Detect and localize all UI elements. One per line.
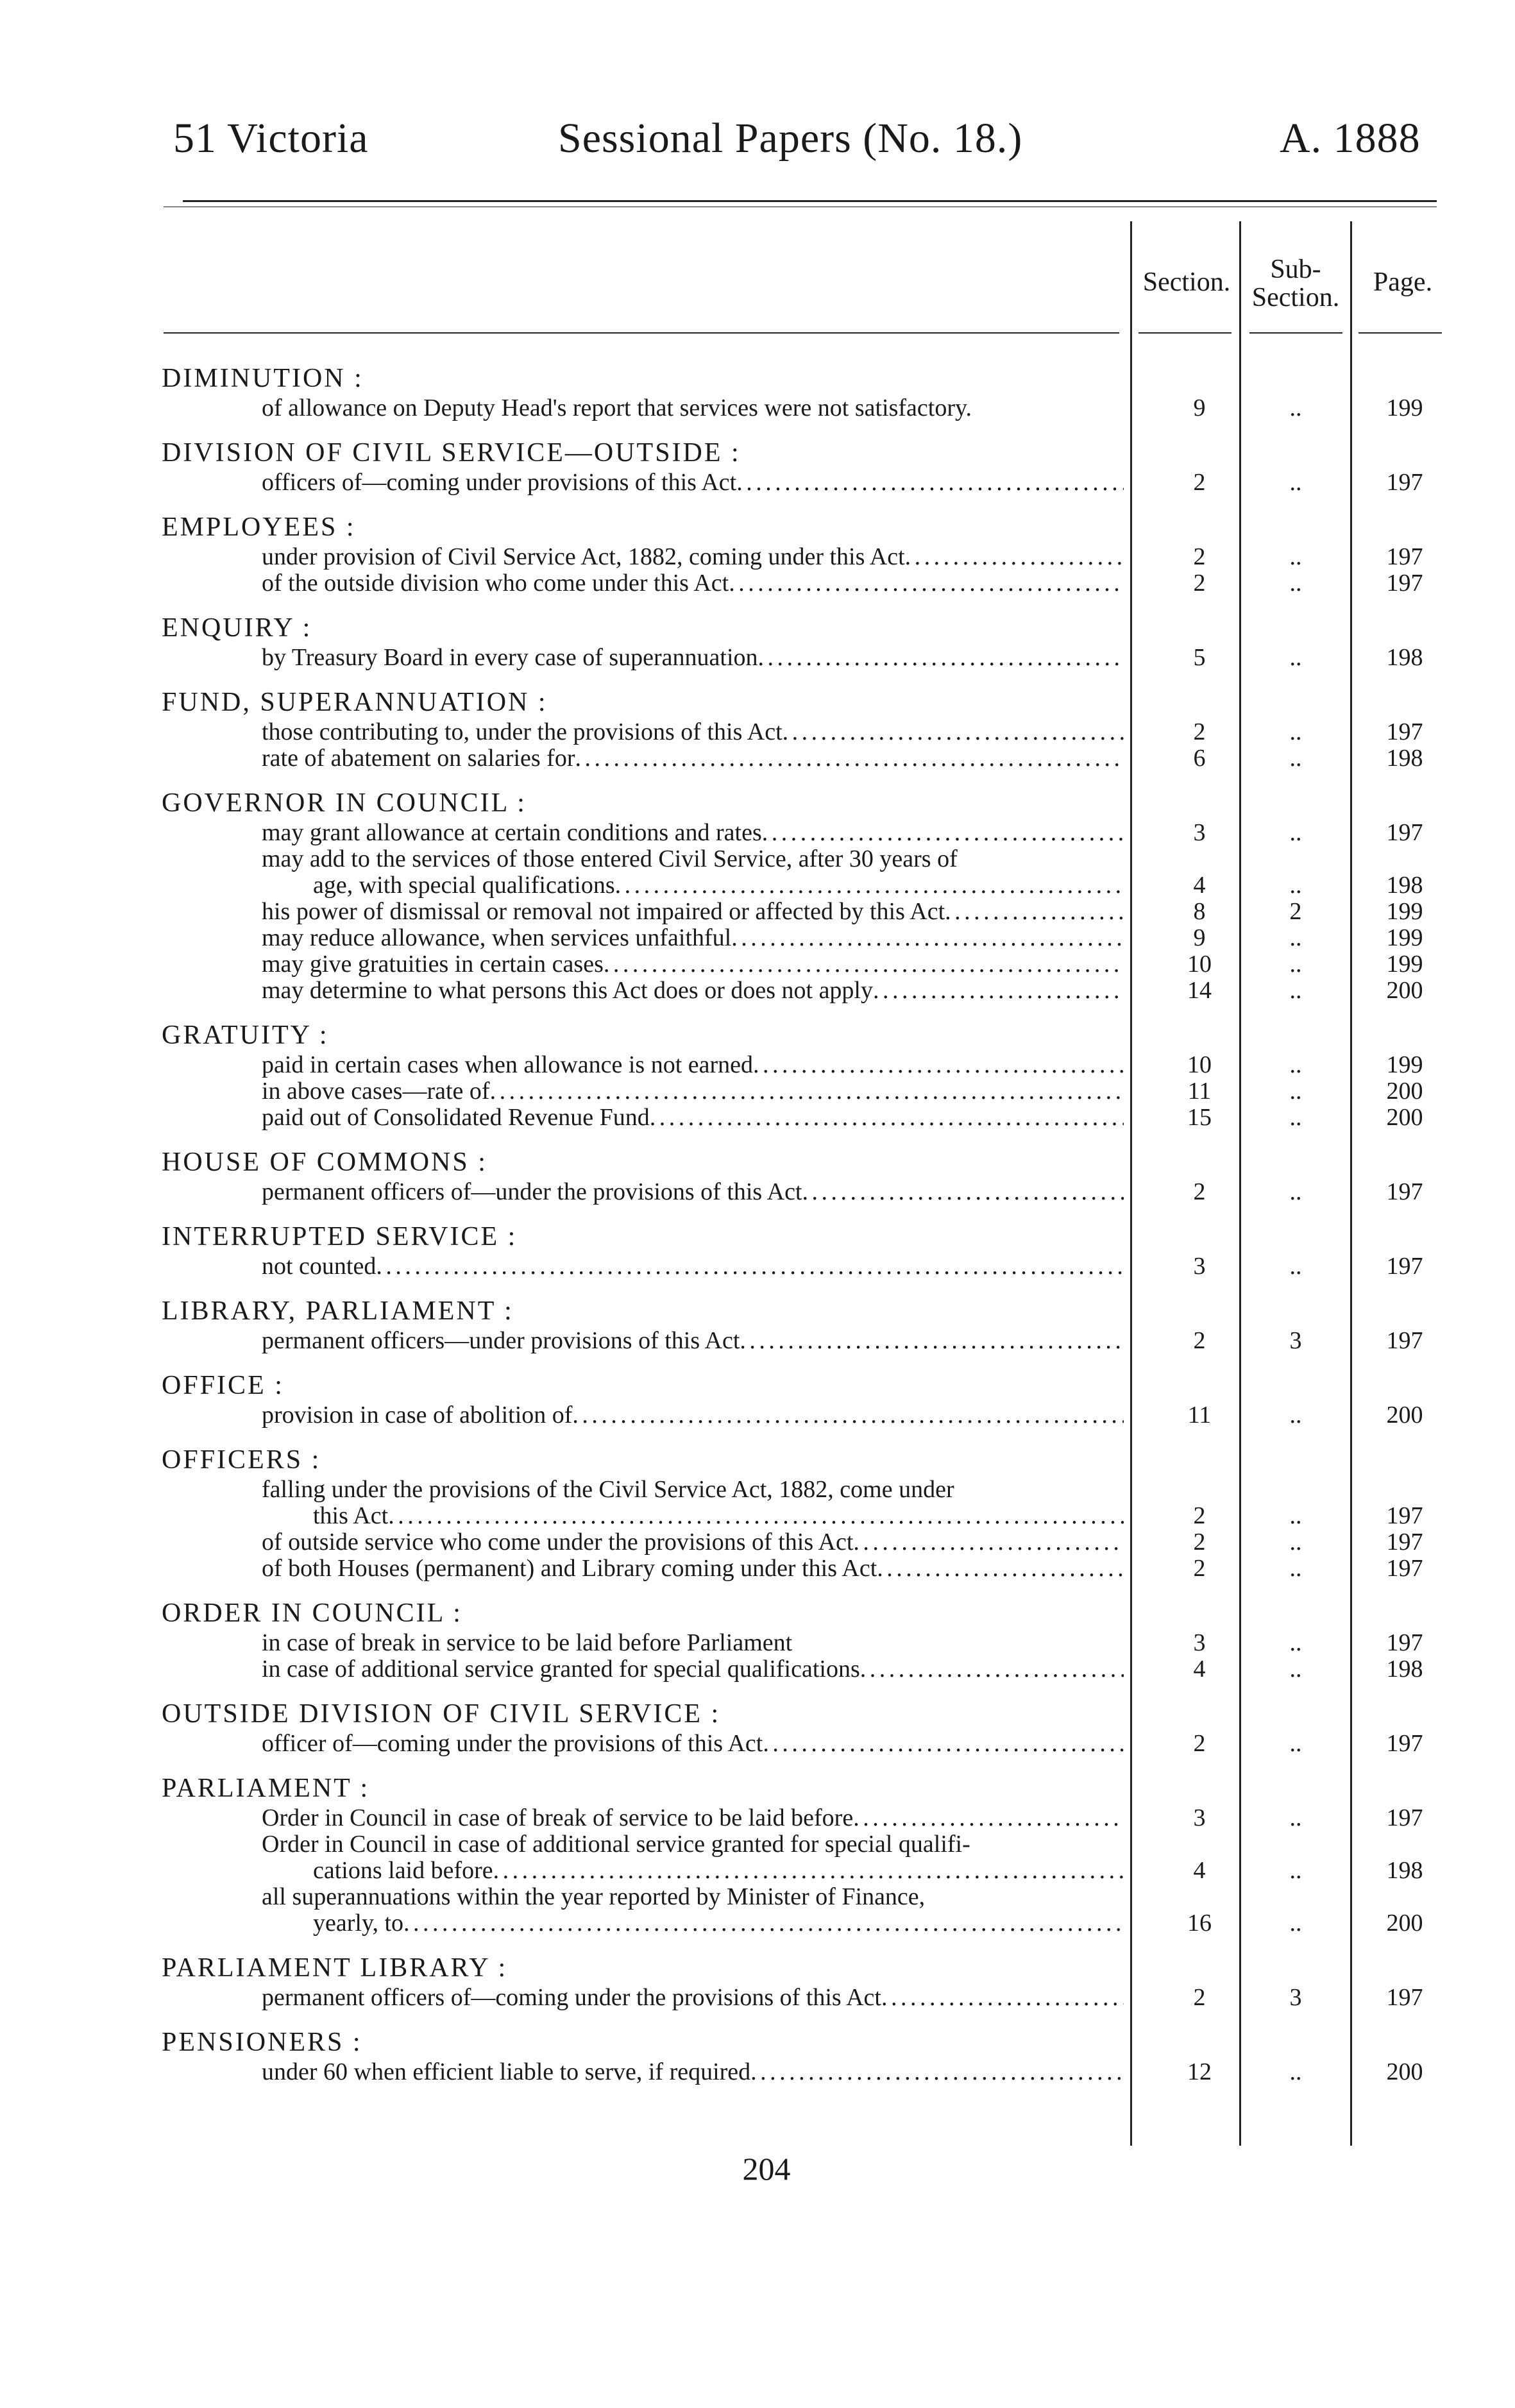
column-header-page: Page.: [1373, 267, 1433, 297]
subsection-number: 2: [1289, 898, 1302, 925]
entry-subline: [262, 820, 1124, 845]
subsection-number: ..: [1289, 872, 1302, 899]
page-reference: 198: [1386, 745, 1423, 772]
running-header-center: Sessional Papers (No. 18.): [558, 115, 1023, 162]
entry-subline-text: in case of additional service granted for special qualifications: [262, 1656, 860, 1682]
running-header-left: 51 Victoria: [173, 115, 369, 162]
entry-subline: [313, 1910, 1124, 1936]
page-reference: 200: [1386, 1104, 1423, 1131]
subsection-number: ..: [1289, 543, 1302, 570]
section-number: 2: [1193, 1555, 1206, 1582]
entry-heading: LIBRARY, PARLIAMENT :: [162, 1296, 514, 1326]
dot-leader: [376, 1253, 1124, 1279]
dot-leader: [731, 925, 1124, 951]
entry-subline: [262, 1402, 1124, 1428]
page-reference: 199: [1386, 1051, 1423, 1078]
entry-subline: [262, 1477, 1124, 1502]
entry-subline-text: under 60 when efficient liable to serve, if required: [262, 2059, 751, 2085]
section-number: 14: [1187, 977, 1212, 1004]
entry-subline: [262, 645, 1124, 670]
dot-leader: [729, 570, 1124, 596]
section-number: 2: [1193, 1529, 1206, 1556]
dot-leader: [572, 1402, 1124, 1428]
entry-subline-text: officer of—coming under the provisions of this Act: [262, 1731, 763, 1756]
entry-subline-text: permanent officers of—under the provisions of this Act: [262, 1179, 802, 1205]
page-reference: 199: [1386, 924, 1423, 951]
page-reference: 197: [1386, 1529, 1423, 1556]
subsection-number: ..: [1289, 745, 1302, 772]
entry-subline-text: may determine to what persons this Act does or does not apply: [262, 978, 873, 1003]
subsection-number: ..: [1289, 394, 1302, 421]
page-reference: 200: [1386, 1402, 1423, 1429]
dot-leader: [802, 1179, 1124, 1205]
section-number: 2: [1193, 718, 1206, 745]
section-number: 8: [1193, 898, 1206, 925]
entry-subline-text: Order in Council in case of break of service to be laid before: [262, 1805, 854, 1831]
page-reference: 200: [1386, 1078, 1423, 1105]
page-reference: 197: [1386, 1804, 1423, 1831]
page-reference: 197: [1386, 819, 1423, 846]
page-reference: 197: [1386, 1730, 1423, 1757]
subsection-number: ..: [1289, 977, 1302, 1004]
entry-heading: PENSIONERS :: [162, 2028, 362, 2057]
section-number: 6: [1193, 745, 1206, 772]
entry-heading: OFFICE :: [162, 1371, 284, 1400]
entry-subline: [262, 846, 1124, 872]
section-number: 2: [1193, 469, 1206, 496]
subsection-number: ..: [1289, 1253, 1302, 1280]
subsection-number: ..: [1289, 1910, 1302, 1937]
page-reference: 199: [1386, 394, 1423, 421]
subsection-number: ..: [1289, 1402, 1302, 1429]
section-number: 3: [1193, 1629, 1206, 1656]
subsection-number: ..: [1289, 1104, 1302, 1131]
dot-leader: [763, 1731, 1124, 1756]
entry-subline: [262, 745, 1124, 771]
section-number: 4: [1193, 1656, 1206, 1683]
section-number: 2: [1193, 1178, 1206, 1205]
subsection-number: ..: [1289, 1529, 1302, 1556]
dot-leader: [853, 1805, 1124, 1831]
subsection-number: ..: [1289, 1857, 1302, 1884]
section-number: 10: [1187, 1051, 1212, 1078]
section-number: 2: [1193, 543, 1206, 570]
dot-leader: [403, 1910, 1124, 1936]
subsection-number: ..: [1289, 2058, 1302, 2085]
subsection-number: ..: [1289, 951, 1302, 978]
entry-subline: [262, 1831, 1124, 1857]
dot-leader: [615, 872, 1124, 898]
entry-subline-text: all superannuations within the year reported by Minister of Finance,: [262, 1884, 926, 1910]
dot-leader: [650, 1105, 1124, 1130]
entry-subline: [262, 719, 1124, 745]
entry-subline: [262, 570, 1124, 596]
running-header-right: A. 1888: [1280, 115, 1421, 162]
entry-subline: [262, 470, 1124, 495]
dot-leader: [881, 1985, 1124, 2010]
section-number: 2: [1193, 1327, 1206, 1354]
section-number: 4: [1193, 872, 1206, 899]
dot-leader: [604, 951, 1124, 977]
dot-leader: [750, 2059, 1124, 2085]
subsection-number: ..: [1289, 924, 1302, 951]
section-number: 16: [1187, 1910, 1212, 1937]
subsection-number: 3: [1289, 1984, 1302, 2011]
section-number: 3: [1193, 819, 1206, 846]
dot-leader: [758, 645, 1124, 670]
entry-subline-text: of allowance on Deputy Head's report that services were not satisfactory.: [262, 395, 972, 421]
entry-subline: [262, 1805, 1124, 1831]
page-reference: 198: [1386, 1857, 1423, 1884]
subsection-number: ..: [1289, 1078, 1302, 1105]
subsection-number: ..: [1289, 819, 1302, 846]
entry-subline: [262, 1078, 1124, 1104]
entry-heading: GRATUITY :: [162, 1021, 329, 1050]
entry-subline-text: rate of abatement on salaries for: [262, 745, 575, 771]
section-number: 2: [1193, 1730, 1206, 1757]
entry-heading: PARLIAMENT LIBRARY :: [162, 1953, 508, 1983]
subsection-number: ..: [1289, 570, 1302, 597]
entry-subline-text: yearly, to: [313, 1910, 404, 1936]
page-reference: 197: [1386, 1984, 1423, 2011]
entry-subline-text: age, with special qualifications: [313, 872, 615, 898]
entry-subline: [262, 1052, 1124, 1078]
entry-subline: [262, 1179, 1124, 1205]
entry-subline-text: of the outside division who come under this Act: [262, 570, 729, 596]
section-number: 12: [1187, 2058, 1212, 2085]
section-number: 2: [1193, 570, 1206, 597]
page-reference: 199: [1386, 951, 1423, 978]
page-reference: 198: [1386, 644, 1423, 671]
entry-subline-text: of both Houses (permanent) and Library coming under this Act: [262, 1556, 877, 1581]
entry-subline: [262, 1556, 1124, 1581]
entry-subline: [262, 395, 1124, 421]
dot-leader: [740, 1328, 1124, 1353]
section-number: 2: [1193, 1502, 1206, 1529]
entry-subline: [262, 1529, 1124, 1555]
subsection-number: ..: [1289, 1656, 1302, 1683]
entry-subline-text: in case of break in service to be laid before Parliament: [262, 1630, 793, 1656]
entry-subline-text: Order in Council in case of additional service granted for special qualifi-: [262, 1831, 970, 1857]
entry-subline-text: this Act: [313, 1503, 389, 1529]
column-header-section: Section.: [1142, 267, 1231, 297]
entry-subline-text: permanent officers—under provisions of this Act: [262, 1328, 740, 1353]
section-number: 5: [1193, 644, 1206, 671]
page-reference: 197: [1386, 570, 1423, 597]
entry-subline-text: provision in case of abolition of: [262, 1402, 573, 1428]
entry-heading: OUTSIDE DIVISION OF CIVIL SERVICE :: [162, 1699, 721, 1729]
dot-leader: [753, 1052, 1124, 1078]
dot-leader: [873, 978, 1124, 1003]
dot-leader: [945, 899, 1124, 924]
entry-subline-text: may add to the services of those entered Civil Service, after 30 years of: [262, 846, 958, 872]
section-number: 4: [1193, 1857, 1206, 1884]
entry-subline-text: of outside service who come under the provisions of this Act: [262, 1529, 854, 1555]
page-reference: 197: [1386, 1502, 1423, 1529]
entry-subline-text: under provision of Civil Service Act, 1882, coming under this Act: [262, 544, 905, 570]
entry-subline-text: not counted: [262, 1253, 377, 1279]
section-number: 2: [1193, 1984, 1206, 2011]
section-number: 15: [1187, 1104, 1212, 1131]
entry-subline-text: permanent officers of—coming under the provisions of this Act: [262, 1985, 881, 2010]
entry-subline: [313, 872, 1124, 898]
entry-heading: PARLIAMENT :: [162, 1774, 370, 1803]
dot-leader: [783, 719, 1124, 745]
page-reference: 197: [1386, 1327, 1423, 1354]
entry-subline: [313, 1503, 1124, 1529]
entry-subline: [262, 925, 1124, 951]
dot-leader: [736, 470, 1124, 495]
section-number: 3: [1193, 1253, 1206, 1280]
dot-leader: [905, 544, 1124, 570]
page-reference: 197: [1386, 718, 1423, 745]
page-reference: 197: [1386, 1555, 1423, 1582]
entry-subline-text: officers of—coming under provisions of this Act: [262, 470, 737, 495]
page-reference: 197: [1386, 1629, 1423, 1656]
entry-subline-text: cations laid before: [313, 1858, 493, 1883]
entry-heading: DIVISION OF CIVIL SERVICE—OUTSIDE :: [162, 438, 741, 468]
dot-leader: [877, 1556, 1124, 1581]
section-number: 11: [1187, 1402, 1212, 1429]
entry-subline: [262, 1985, 1124, 2010]
entry-subline: [262, 1884, 1124, 1910]
entry-heading: HOUSE OF COMMONS :: [162, 1148, 487, 1177]
page-reference: 197: [1386, 543, 1423, 570]
entry-subline: [262, 1656, 1124, 1682]
page-reference: 200: [1386, 977, 1423, 1004]
dot-leader: [493, 1858, 1124, 1883]
section-number: 3: [1193, 1804, 1206, 1831]
subsection-number: ..: [1289, 1555, 1302, 1582]
subsection-number: ..: [1289, 1730, 1302, 1757]
entry-subline: [262, 1105, 1124, 1130]
dot-leader: [860, 1656, 1124, 1682]
subsection-number: ..: [1289, 1051, 1302, 1078]
entry-heading: ORDER IN COUNCIL :: [162, 1598, 462, 1628]
subsection-number: 3: [1289, 1327, 1302, 1354]
entry-subline: [313, 1858, 1124, 1883]
page-reference: 198: [1386, 872, 1423, 899]
entry-heading: GOVERNOR IN COUNCIL :: [162, 788, 527, 818]
entry-subline-text: falling under the provisions of the Civil Service Act, 1882, come under: [262, 1477, 954, 1502]
entry-subline: [262, 1253, 1124, 1279]
entry-heading: FUND, SUPERANNUATION :: [162, 688, 548, 717]
subsection-number: ..: [1289, 718, 1302, 745]
entry-subline: [262, 1328, 1124, 1353]
subsection-number: ..: [1289, 644, 1302, 671]
subsection-number: ..: [1289, 469, 1302, 496]
entry-subline-text: in above cases—rate of: [262, 1078, 490, 1104]
dot-leader: [490, 1078, 1124, 1104]
entry-subline: [262, 978, 1124, 1003]
section-number: 9: [1193, 924, 1206, 951]
entry-subline-text: may grant allowance at certain conditions and rates: [262, 820, 762, 845]
column-header-subsection: Sub-Section.: [1251, 255, 1340, 312]
dot-leader: [388, 1503, 1124, 1529]
page-reference: 197: [1386, 469, 1423, 496]
page-number: 204: [742, 2151, 791, 2187]
subsection-number: ..: [1289, 1178, 1302, 1205]
page-reference: 200: [1386, 1910, 1423, 1937]
entry-subline-text: paid in certain cases when allowance is not earned: [262, 1052, 754, 1078]
section-number: 11: [1187, 1078, 1212, 1105]
page-reference: 198: [1386, 1656, 1423, 1683]
entry-subline-text: by Treasury Board in every case of superannuation: [262, 645, 758, 670]
entry-heading: ENQUIRY :: [162, 613, 312, 643]
entry-heading: OFFICERS :: [162, 1445, 321, 1475]
entry-subline-text: his power of dismissal or removal not impaired or affected by this Act: [262, 899, 945, 924]
dot-leader: [853, 1529, 1124, 1555]
subsection-number: ..: [1289, 1804, 1302, 1831]
entry-subline-text: paid out of Consolidated Revenue Fund: [262, 1105, 650, 1130]
section-number: 10: [1187, 951, 1212, 978]
section-number: 9: [1193, 394, 1206, 421]
page-reference: 197: [1386, 1178, 1423, 1205]
page-reference: 200: [1386, 2058, 1423, 2085]
entry-subline: [262, 951, 1124, 977]
page-reference: 197: [1386, 1253, 1423, 1280]
entry-heading: EMPLOYEES :: [162, 513, 356, 542]
entry-subline: [262, 544, 1124, 570]
entry-subline: [262, 899, 1124, 924]
dot-leader: [762, 820, 1124, 845]
entry-heading: DIMINUTION :: [162, 364, 364, 393]
entry-subline: [262, 1630, 1124, 1656]
entry-heading: INTERRUPTED SERVICE :: [162, 1222, 518, 1251]
subsection-number: ..: [1289, 1629, 1302, 1656]
subsection-number: ..: [1289, 1502, 1302, 1529]
entry-subline: [262, 1731, 1124, 1756]
entry-subline-text: may reduce allowance, when services unfaithful: [262, 925, 732, 951]
entry-subline: [262, 2059, 1124, 2085]
entry-subline-text: may give gratuities in certain cases: [262, 951, 604, 977]
dot-leader: [575, 745, 1124, 771]
page-reference: 199: [1386, 898, 1423, 925]
entry-subline-text: those contributing to, under the provisions of this Act: [262, 719, 783, 745]
